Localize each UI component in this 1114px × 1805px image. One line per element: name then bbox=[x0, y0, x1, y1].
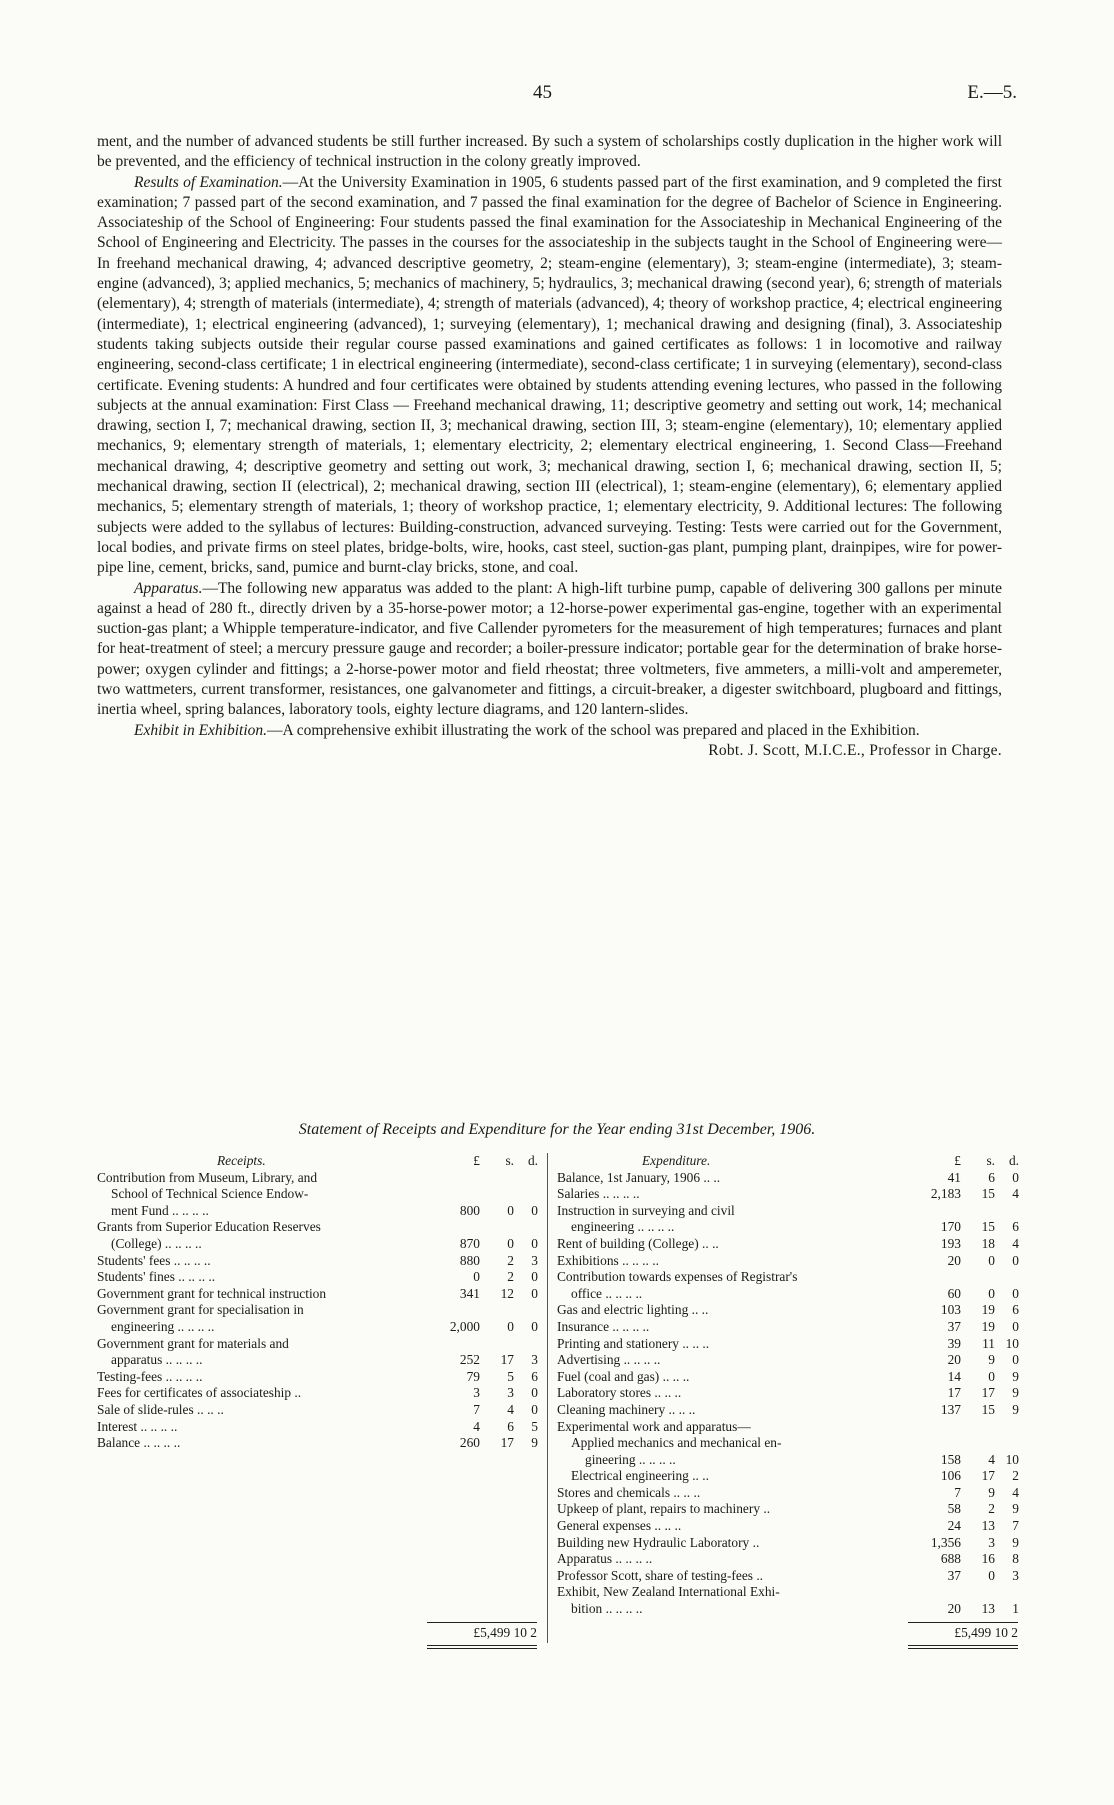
expenditure-total-double-rule-1 bbox=[908, 1645, 1018, 1646]
receipt-item-label: (College) .. .. .. .. bbox=[111, 1235, 202, 1251]
expenditure-shillings-value: 15 bbox=[981, 1186, 995, 1202]
expenditure-pence-value: 10 bbox=[1005, 1335, 1019, 1351]
receipt-item-label: Government grant for technical instruction bbox=[97, 1285, 327, 1301]
receipt-pounds-value: 4 bbox=[473, 1418, 480, 1434]
receipt-pence-value: 0 bbox=[531, 1285, 538, 1301]
expenditure-item-label: Cleaning machinery .. .. .. bbox=[557, 1401, 696, 1417]
exhibit-text: —A comprehensive exhibit illustrating the work of the school was prepared and placed in the Exhibition. bbox=[267, 721, 920, 739]
page-header bbox=[97, 82, 1017, 106]
receipt-row bbox=[97, 1319, 538, 1336]
receipt-pounds-value: 79 bbox=[466, 1368, 480, 1384]
receipt-item-label: Students' fees .. .. .. .. bbox=[97, 1252, 211, 1268]
expenditure-item-label: Insurance .. .. .. .. bbox=[557, 1318, 650, 1334]
expenditure-item-label: Advertising .. .. .. .. bbox=[557, 1352, 661, 1368]
receipt-row bbox=[97, 1336, 538, 1353]
expenditure-header: Expenditure. bbox=[642, 1153, 711, 1168]
expenditure-item-label: engineering .. .. .. .. bbox=[571, 1219, 675, 1235]
expenditure-pence-value: 7 bbox=[1012, 1518, 1019, 1534]
expenditure-item-label: Experimental work and apparatus— bbox=[557, 1418, 751, 1434]
receipts-total-double-rule-1 bbox=[427, 1645, 537, 1646]
receipts-total: £5,499 10 2 bbox=[473, 1625, 537, 1640]
receipt-pounds-value: 3 bbox=[473, 1385, 480, 1401]
expenditure-item-label: Gas and electric lighting .. .. bbox=[557, 1302, 709, 1318]
expenditure-item-label: Electrical engineering .. .. bbox=[571, 1468, 709, 1484]
expenditure-pounds-value: 58 bbox=[947, 1501, 961, 1517]
receipt-pence-value: 9 bbox=[531, 1435, 538, 1451]
expenditure-item-label: Rent of building (College) .. .. bbox=[557, 1235, 719, 1251]
expenditure-row bbox=[557, 1186, 1019, 1203]
receipt-item-label: Sale of slide-rules .. .. .. bbox=[97, 1401, 224, 1417]
receipt-item-label: Government grant for materials and bbox=[97, 1335, 289, 1351]
expenditure-pence-value: 9 bbox=[1012, 1401, 1019, 1417]
column-divider bbox=[547, 1153, 548, 1643]
expenditure-pence-value: 8 bbox=[1012, 1551, 1019, 1567]
expenditure-row bbox=[557, 1501, 1019, 1518]
receipt-row bbox=[97, 1435, 538, 1452]
expenditure-row bbox=[557, 1302, 1019, 1319]
expenditure-row bbox=[557, 1402, 1019, 1419]
receipts-header-row bbox=[97, 1153, 538, 1170]
receipt-shillings-value: 2 bbox=[507, 1269, 514, 1285]
expenditure-shillings-value: 17 bbox=[981, 1468, 995, 1484]
expenditure-shillings-value: 6 bbox=[988, 1169, 995, 1185]
expenditure-shillings-value: 19 bbox=[981, 1302, 995, 1318]
expenditure-row bbox=[557, 1535, 1019, 1552]
receipt-item-label: Testing-fees .. .. .. .. bbox=[97, 1368, 203, 1384]
expenditure-row bbox=[557, 1468, 1019, 1485]
expenditure-row bbox=[557, 1203, 1019, 1220]
expenditure-pounds-value: 41 bbox=[947, 1169, 961, 1185]
receipt-row bbox=[97, 1302, 538, 1319]
receipt-pence-value: 0 bbox=[531, 1401, 538, 1417]
receipt-shillings-value: 2 bbox=[507, 1252, 514, 1268]
document-reference: E.—5. bbox=[967, 82, 1017, 103]
signature: Robt. J. Scott, M.I.C.E., Professor in Charge. bbox=[708, 741, 1002, 759]
expenditure-shillings-value: 4 bbox=[988, 1451, 995, 1467]
expenditure-shillings-value: 16 bbox=[981, 1551, 995, 1567]
receipt-item-label: Contribution from Museum, Library, and bbox=[97, 1169, 318, 1185]
receipt-pence-value: 6 bbox=[531, 1368, 538, 1384]
expenditure-item-label: Applied mechanics and mechanical en- bbox=[571, 1435, 782, 1451]
receipt-row bbox=[97, 1186, 538, 1203]
expenditure-shillings-value: 0 bbox=[988, 1285, 995, 1301]
expenditure-pence-value: 4 bbox=[1012, 1484, 1019, 1500]
expenditure-item-label: Printing and stationery .. .. .. bbox=[557, 1335, 710, 1351]
receipt-item-label: Grants from Superior Education Reserves bbox=[97, 1219, 321, 1235]
expenditure-row bbox=[557, 1419, 1019, 1436]
receipt-item-label: Fees for certificates of associateship .. bbox=[97, 1385, 302, 1401]
expenditure-pounds-value: 14 bbox=[947, 1368, 961, 1384]
receipt-item-label: Interest .. .. .. .. bbox=[97, 1418, 178, 1434]
expenditure-shillings-value: 9 bbox=[988, 1352, 995, 1368]
expenditure-header-row bbox=[557, 1153, 1019, 1170]
expenditure-row bbox=[557, 1219, 1019, 1236]
expenditure-pounds-value: 193 bbox=[940, 1235, 961, 1251]
expenditure-shillings-value: 0 bbox=[988, 1567, 995, 1583]
expenditure-pence-value: 0 bbox=[1012, 1285, 1019, 1301]
receipts-total-double-rule-2 bbox=[427, 1648, 537, 1649]
expenditure-row bbox=[557, 1286, 1019, 1303]
expenditure-pence-value: 0 bbox=[1012, 1169, 1019, 1185]
paragraph-apparatus bbox=[97, 579, 1002, 721]
examination-text: —At the University Examination in 1905, 6 students passed part of the first examination, and 9 completed the first examination; 7 passed part of the second examination, and 7 passed the final examination for the degree of Bachelor of Science in Engineering. Associateship of the School of Engineering: Four students passed the final examination for the Associateship in Mechanical Engineering of the School of Engineering and Electricity. The passes in the courses for the associateship in the subjects taught in the School of Engineering were—In freehand mechanical drawing, 4; advanced descriptive geometry, 2; steam-engine (elementary), 3; steam-engine (intermediate), 3; steam-engine (advanced), 3; applied mechanics, 5; mechanics of machinery, 5; hydraulics, 3; mechanical drawing (second year), 6; strength of materials (elementary), 4; strength of materials (intermediate), 4; strength of materials (advanced), 4; theory of workshop practice, 4; electrical engineering (intermediate), 1; electrical engineering (advanced), 1; surveying (elementary), 1; mechanical drawing and designing (final), 3. Associateship students taking subjects outside their regular course passed examinations and gained certificates as follows: 1 in locomotive and railway engineering, second-class certificate; 1 in electrical engineering (intermediate), second-class certificate; 1 in surveying (elementary), second-class certificate. Evening students: A hundred and four certificates were obtained by students attending evening lectures, who passed in the following subjects at the annual examination: First Class — Freehand mechanical drawing, 11; descriptive geometry and setting out work, 14; mechanical drawing, section I, 7; mechanical drawing, section II, 3; mechanical drawing, section III, 3; steam-engine (elementary), 10; elementary applied mechanics, 9; elementary strength of materials, 1; elementary electricity, 2; elementary electrical engineering, 1. Second Class—Freehand mechanical drawing, 4; descriptive geometry and setting out work, 3; mechanical drawing, section I, 6; mechanical drawing, section II, 5; mechanical drawing, section II (electrical), 2; mechanical drawing, section III (electrical), 1; steam-engine (elementary), 6; elementary applied mechanics, 5; elementary strength of materials, 1; theory of workshop practice, 1; elementary electricity, 9. Additional lectures: The following subjects were added to the syllabus of lectures: Building-construction, advanced surveying. Testing: Tests were carried out for the Government, local bodies, and private firms on steel plates, bridge-bolts, wire, hooks, cast steel, suction-gas plant, pumping plant, drainpipes, wire for power-pipe line, cement, bricks, sand, pumice and burnt-clay bricks, stone, and coal. bbox=[97, 173, 1002, 577]
expenditure-pence-value: 9 bbox=[1012, 1534, 1019, 1550]
expenditure-item-label: Contribution towards expenses of Registrar's bbox=[557, 1269, 798, 1285]
expenditure-item-label: Balance, 1st January, 1906 .. .. bbox=[557, 1169, 721, 1185]
receipt-pounds-value: 260 bbox=[459, 1435, 480, 1451]
receipt-pounds-value: 7 bbox=[473, 1401, 480, 1417]
receipt-shillings-value: 0 bbox=[507, 1318, 514, 1334]
receipt-row bbox=[97, 1236, 538, 1253]
expenditure-item-label: Salaries .. .. .. .. bbox=[557, 1186, 640, 1202]
receipt-item-label: apparatus .. .. .. .. bbox=[111, 1352, 203, 1368]
report-body bbox=[97, 132, 1002, 761]
receipt-pounds-value: 2,000 bbox=[449, 1318, 480, 1334]
expenditure-shillings-value: 0 bbox=[988, 1252, 995, 1268]
expenditure-pence-value: 6 bbox=[1012, 1302, 1019, 1318]
expenditure-shillings-value: 17 bbox=[981, 1385, 995, 1401]
expenditure-pence-value: 10 bbox=[1005, 1451, 1019, 1467]
expenditure-item-label: Stores and chemicals .. .. .. bbox=[557, 1484, 701, 1500]
receipt-pence-value: 0 bbox=[531, 1385, 538, 1401]
receipt-pounds-value: 800 bbox=[459, 1202, 480, 1218]
expenditure-row bbox=[557, 1435, 1019, 1452]
receipt-item-label: ment Fund .. .. .. .. bbox=[111, 1202, 209, 1218]
expenditure-pounds-value: 17 bbox=[947, 1385, 961, 1401]
expenditure-row bbox=[557, 1584, 1019, 1601]
expenditure-pounds-value: 2,183 bbox=[930, 1186, 961, 1202]
receipt-row bbox=[97, 1385, 538, 1402]
apparatus-text: —The following new apparatus was added to the plant: A high-lift turbine pump, capable of delivering 300 gallons per minute against a head of 280 ft., directly driven by a 35-horse-power motor; a 12-horse-power experimental gas-engine, together with an experimental suction-gas plant; a Whipple temperature-indicator, and five Callender pyrometers for the measurement of high temperatures; furnaces and plant for heat-treatment of steel; a mercury pressure gauge and recorder; a boiler-pressure indicator; portable gear for the determination of brake horse-power; oxygen cylinder and fittings; a 2-horse-power motor and field rheostat; three voltmeters, five ammeters, a milli-volt and amperemeter, two wattmeters, current transformer, resistances, one galvanometer and fittings, a circuit-breaker, a digester switchboard, plugboard and fittings, inertia wheel, spring balances, laboratory tools, eighty lecture diagrams, and 120 lantern-slides. bbox=[97, 579, 1002, 719]
expenditure-column bbox=[557, 1153, 1019, 1618]
receipt-row bbox=[97, 1269, 538, 1286]
expenditure-item-label: Exhibitions .. .. .. .. bbox=[557, 1252, 659, 1268]
shillings-header: s. bbox=[505, 1153, 514, 1168]
expenditure-pounds-value: 106 bbox=[940, 1468, 961, 1484]
receipt-item-label: Balance .. .. .. .. bbox=[97, 1435, 181, 1451]
receipt-pence-value: 0 bbox=[531, 1202, 538, 1218]
expenditure-shillings-value: 15 bbox=[981, 1219, 995, 1235]
pounds-header: £ bbox=[954, 1153, 961, 1168]
receipts-header: Receipts. bbox=[217, 1153, 266, 1168]
expenditure-item-label: Apparatus .. .. .. .. bbox=[557, 1551, 653, 1567]
expenditure-pence-value: 1 bbox=[1012, 1601, 1019, 1617]
expenditure-pounds-value: 7 bbox=[954, 1484, 961, 1500]
receipt-shillings-value: 5 bbox=[507, 1368, 514, 1384]
paragraph-examination bbox=[97, 173, 1002, 579]
apparatus-heading: Apparatus. bbox=[134, 579, 203, 597]
expenditure-row bbox=[557, 1170, 1019, 1187]
expenditure-pounds-value: 20 bbox=[947, 1352, 961, 1368]
receipt-pounds-value: 252 bbox=[459, 1352, 480, 1368]
expenditure-pounds-value: 24 bbox=[947, 1518, 961, 1534]
expenditure-row bbox=[557, 1269, 1019, 1286]
expenditure-pounds-value: 137 bbox=[940, 1401, 961, 1417]
receipt-row bbox=[97, 1352, 538, 1369]
expenditure-row bbox=[557, 1319, 1019, 1336]
expenditure-pounds-value: 37 bbox=[947, 1318, 961, 1334]
shillings-header: s. bbox=[986, 1153, 995, 1168]
statement-title: Statement of Receipts and Expenditure for the Year ending 31st December, 1906. bbox=[298, 1121, 816, 1138]
receipt-pounds-value: 341 bbox=[459, 1285, 480, 1301]
expenditure-row bbox=[557, 1336, 1019, 1353]
expenditure-total: £5,499 10 2 bbox=[954, 1625, 1018, 1640]
expenditure-row bbox=[557, 1551, 1019, 1568]
expenditure-shillings-value: 0 bbox=[988, 1368, 995, 1384]
expenditure-pence-value: 0 bbox=[1012, 1252, 1019, 1268]
receipt-pounds-value: 880 bbox=[459, 1252, 480, 1268]
receipt-row bbox=[97, 1286, 538, 1303]
expenditure-row bbox=[557, 1601, 1019, 1618]
receipt-shillings-value: 12 bbox=[500, 1285, 514, 1301]
receipt-row bbox=[97, 1203, 538, 1220]
expenditure-pounds-value: 39 bbox=[947, 1335, 961, 1351]
receipt-shillings-value: 17 bbox=[500, 1352, 514, 1368]
receipt-item-label: Government grant for specialisation in bbox=[97, 1302, 304, 1318]
expenditure-item-label: Exhibit, New Zealand International Exhi- bbox=[557, 1584, 780, 1600]
expenditure-pence-value: 3 bbox=[1012, 1567, 1019, 1583]
receipt-shillings-value: 3 bbox=[507, 1385, 514, 1401]
receipts-total-rule bbox=[427, 1622, 537, 1623]
receipt-row bbox=[97, 1402, 538, 1419]
receipt-shillings-value: 4 bbox=[507, 1401, 514, 1417]
paragraph-scholarships: ment, and the number of advanced students be still further increased. By such a system of scholarships costly duplication in the higher work will be prevented, and the efficiency of technical instruction in the colony greatly improved. bbox=[97, 133, 1002, 171]
receipt-item-label: Students' fines .. .. .. .. bbox=[97, 1269, 216, 1285]
exhibit-heading: Exhibit in Exhibition. bbox=[134, 721, 268, 739]
expenditure-item-label: bition .. .. .. .. bbox=[571, 1601, 643, 1617]
expenditure-pounds-value: 688 bbox=[940, 1551, 961, 1567]
expenditure-shillings-value: 13 bbox=[981, 1518, 995, 1534]
expenditure-shillings-value: 15 bbox=[981, 1401, 995, 1417]
expenditure-pence-value: 4 bbox=[1012, 1235, 1019, 1251]
expenditure-row bbox=[557, 1452, 1019, 1469]
expenditure-pounds-value: 37 bbox=[947, 1567, 961, 1583]
receipt-pence-value: 5 bbox=[531, 1418, 538, 1434]
expenditure-pence-value: 0 bbox=[1012, 1318, 1019, 1334]
receipt-pence-value: 0 bbox=[531, 1318, 538, 1334]
expenditure-pence-value: 9 bbox=[1012, 1368, 1019, 1384]
receipt-pence-value: 0 bbox=[531, 1269, 538, 1285]
paragraph-exhibit bbox=[97, 721, 1002, 741]
expenditure-shillings-value: 19 bbox=[981, 1318, 995, 1334]
expenditure-shillings-value: 11 bbox=[982, 1335, 995, 1351]
expenditure-pence-value: 9 bbox=[1012, 1501, 1019, 1517]
page-number: 45 bbox=[533, 82, 552, 103]
expenditure-row bbox=[557, 1369, 1019, 1386]
expenditure-row bbox=[557, 1236, 1019, 1253]
expenditure-row bbox=[557, 1568, 1019, 1585]
receipt-row bbox=[97, 1219, 538, 1236]
expenditure-shillings-value: 9 bbox=[988, 1484, 995, 1500]
expenditure-total-rule bbox=[908, 1622, 1018, 1623]
expenditure-pounds-value: 103 bbox=[940, 1302, 961, 1318]
expenditure-row bbox=[557, 1352, 1019, 1369]
receipt-pence-value: 3 bbox=[531, 1252, 538, 1268]
receipt-pence-value: 3 bbox=[531, 1352, 538, 1368]
examination-heading: Results of Examination. bbox=[134, 173, 283, 191]
expenditure-pence-value: 6 bbox=[1012, 1219, 1019, 1235]
expenditure-pounds-value: 1,356 bbox=[930, 1534, 961, 1550]
expenditure-pence-value: 2 bbox=[1012, 1468, 1019, 1484]
receipt-item-label: School of Technical Science Endow- bbox=[111, 1186, 309, 1202]
expenditure-row bbox=[557, 1518, 1019, 1535]
receipt-row bbox=[97, 1419, 538, 1436]
pounds-header: £ bbox=[473, 1153, 480, 1168]
expenditure-item-label: Fuel (coal and gas) .. .. .. bbox=[557, 1368, 690, 1384]
expenditure-item-label: Laboratory stores .. .. .. bbox=[557, 1385, 682, 1401]
receipt-pounds-value: 870 bbox=[459, 1235, 480, 1251]
expenditure-pounds-value: 20 bbox=[947, 1252, 961, 1268]
expenditure-item-label: General expenses .. .. .. bbox=[557, 1518, 682, 1534]
expenditure-row bbox=[557, 1385, 1019, 1402]
expenditure-item-label: gineering .. .. .. .. bbox=[585, 1451, 676, 1467]
receipt-row bbox=[97, 1170, 538, 1187]
expenditure-shillings-value: 13 bbox=[981, 1601, 995, 1617]
expenditure-shillings-value: 2 bbox=[988, 1501, 995, 1517]
receipt-row bbox=[97, 1369, 538, 1386]
pence-header: d. bbox=[527, 1153, 538, 1168]
receipt-item-label: engineering .. .. .. .. bbox=[111, 1318, 215, 1334]
pence-header: d. bbox=[1008, 1153, 1019, 1168]
expenditure-pence-value: 4 bbox=[1012, 1186, 1019, 1202]
receipt-shillings-value: 0 bbox=[507, 1202, 514, 1218]
receipts-column bbox=[97, 1153, 538, 1452]
expenditure-row bbox=[557, 1253, 1019, 1270]
expenditure-row bbox=[557, 1485, 1019, 1502]
expenditure-shillings-value: 18 bbox=[981, 1235, 995, 1251]
receipt-row bbox=[97, 1253, 538, 1270]
expenditure-pounds-value: 60 bbox=[947, 1285, 961, 1301]
expenditure-shillings-value: 3 bbox=[988, 1534, 995, 1550]
expenditure-pounds-value: 170 bbox=[940, 1219, 961, 1235]
expenditure-pounds-value: 158 bbox=[940, 1451, 961, 1467]
expenditure-item-label: Instruction in surveying and civil bbox=[557, 1202, 735, 1218]
expenditure-pence-value: 9 bbox=[1012, 1385, 1019, 1401]
receipt-pence-value: 0 bbox=[531, 1235, 538, 1251]
receipt-pounds-value: 0 bbox=[473, 1269, 480, 1285]
expenditure-item-label: Upkeep of plant, repairs to machinery .. bbox=[557, 1501, 771, 1517]
expenditure-item-label: office .. .. .. .. bbox=[571, 1285, 643, 1301]
receipt-shillings-value: 0 bbox=[507, 1235, 514, 1251]
receipt-shillings-value: 17 bbox=[500, 1435, 514, 1451]
expenditure-pence-value: 0 bbox=[1012, 1352, 1019, 1368]
expenditure-item-label: Professor Scott, share of testing-fees .. bbox=[557, 1567, 764, 1583]
expenditure-total-double-rule-2 bbox=[908, 1648, 1018, 1649]
expenditure-item-label: Building new Hydraulic Laboratory .. bbox=[557, 1534, 760, 1550]
expenditure-pounds-value: 20 bbox=[947, 1601, 961, 1617]
receipt-shillings-value: 6 bbox=[507, 1418, 514, 1434]
